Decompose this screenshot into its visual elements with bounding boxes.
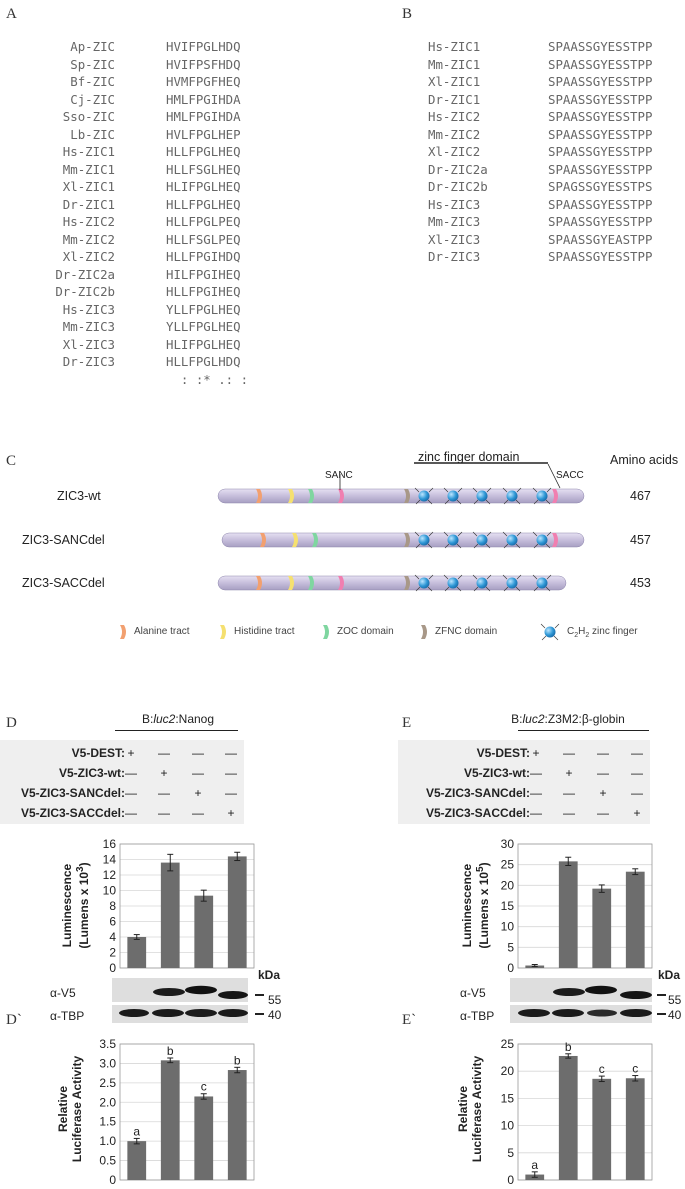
alignment-b-sequence: SPAASSGYESSTPP — [548, 196, 653, 212]
y-tick-label: 16 — [102, 838, 116, 851]
alignment-a-sequence: HVIFPSFHDQ — [166, 56, 241, 72]
treatment-sign: + — [127, 746, 135, 760]
significance-letter: b — [233, 1053, 241, 1068]
alignment-a-species-name: Mm-ZIC3 — [62, 319, 115, 334]
reporter-e-bar — [518, 730, 649, 731]
alignment-a-sequence: HILFPGIHEQ — [166, 266, 241, 282]
alignment-b-sequence: SPAASSGYESSTPP — [548, 249, 653, 264]
treatment-label: V5-ZIC3-SANCdel: — [20, 786, 125, 800]
alignment-a-sequence: HLLFPGLHDQ — [166, 354, 241, 369]
chart-d-prime — [80, 1038, 260, 1184]
alignment-b-row — [428, 91, 652, 108]
alignment-a-species-name: Hs-ZIC3 — [62, 301, 115, 317]
treatment-sign: + — [633, 806, 641, 820]
aa-count-wt: 467 — [630, 489, 651, 503]
alignment-a-row — [25, 318, 241, 335]
alignment-b-row — [428, 231, 652, 248]
treatment-label: V5-ZIC3-SACCdel: — [20, 806, 125, 820]
panel-label-e: E — [402, 715, 412, 731]
alignment-b-row — [428, 213, 652, 230]
treatment-sign: + — [227, 806, 235, 820]
alignment-b-sequence: SPAASSGYEASTPP — [548, 231, 653, 247]
panel-label-d-prime: D` — [6, 1012, 22, 1028]
alignment-consensus: : :* .: : — [166, 371, 249, 387]
treatment-sign: + — [160, 766, 168, 780]
legend-zoc: ZOC domain — [337, 626, 394, 637]
alignment-b-sequence: SPAASSGYESSTPP — [548, 126, 653, 142]
alignment-b-species-name: Dr-ZIC1 — [428, 91, 481, 107]
reporter-d-label: B:luc2:Nanog — [141, 712, 215, 726]
alignment-a-row — [25, 161, 241, 178]
alignment-b-species-name: Dr-ZIC3 — [428, 249, 481, 264]
y-tick-label: 20 — [500, 1064, 514, 1079]
alignment-b-species-name: Hs-ZIC3 — [428, 196, 481, 212]
treatment-sign: — — [530, 806, 542, 820]
alignment-b-row — [428, 248, 652, 265]
blot-d — [112, 978, 272, 1028]
construct-name-sancdel: ZIC3-SANCdel — [22, 533, 105, 547]
alignment-a-row — [25, 143, 241, 160]
amino-acids-header: Amino acids — [610, 453, 679, 467]
zinc-finger-domain-label: zinc finger domain — [418, 450, 520, 464]
alignment-b-row — [428, 161, 652, 178]
alignment-a-sequence: HLLFPGLHEQ — [166, 196, 241, 212]
alignment-a-species-name: Dr-ZIC2a — [55, 266, 115, 282]
bar — [161, 1060, 180, 1180]
y-tick-label: 25 — [500, 857, 514, 872]
chart-e-prime-ylabel: Relative Luciferase Activity — [456, 1055, 484, 1163]
bar — [194, 1096, 213, 1180]
y-tick-label: 20 — [500, 878, 514, 893]
panel-label-c: C — [6, 453, 17, 469]
y-tick-label: 2 — [109, 945, 116, 960]
construct-name-wt: ZIC3-wt — [57, 489, 101, 503]
alignment-a-row — [25, 266, 241, 283]
alignment-b-species-name: Xl-ZIC1 — [428, 74, 481, 89]
blot-d-marker-55: 55 — [268, 993, 282, 1007]
chart-d-prime-ylabel: Relative Luciferase Activity — [56, 1055, 84, 1163]
alignment-a-sequence: HMLFPGIHDA — [166, 109, 241, 124]
construct-bar-zic3-saccdel — [218, 575, 566, 591]
treatment-sign: — — [530, 766, 542, 780]
treatment-sign: — — [125, 786, 137, 800]
legend-zfnc: ZFNC domain — [435, 626, 498, 637]
treatment-sign: — — [563, 806, 575, 820]
alignment-a-row — [25, 248, 241, 265]
alignment-a-row — [25, 231, 241, 248]
alignment-a-row — [25, 38, 241, 55]
alignment-a-row — [25, 56, 241, 73]
alignment-a-row — [25, 336, 241, 353]
treatment-sign: — — [192, 806, 204, 820]
legend-alanine: Alanine tract — [134, 626, 190, 637]
bar — [161, 863, 180, 968]
significance-letter: a — [531, 1157, 539, 1172]
alignment-a-species-name: Sso-ZIC — [62, 109, 115, 124]
alignment-b-sequence: SPAASSGYESSTPP — [548, 56, 653, 72]
treatment-sign: — — [158, 746, 170, 760]
panel-label-e-prime: E` — [402, 1012, 417, 1028]
treatment-label: V5-ZIC3-SANCdel: — [425, 786, 530, 800]
alignment-b-row — [428, 143, 652, 160]
alignment-a-sequence: HLLFSGLPEQ — [166, 231, 241, 247]
blot-e-tbp-label: α-TBP — [460, 1009, 495, 1023]
treatment-sign: — — [158, 786, 170, 800]
y-tick-label: 1.0 — [99, 1134, 116, 1149]
treatment-label: V5-ZIC3-SACCdel: — [425, 806, 530, 820]
treatment-sign: — — [192, 746, 204, 760]
alignment-b-row — [428, 126, 652, 143]
alignment-a-species-name: Mm-ZIC1 — [62, 161, 115, 177]
treatment-sign: + — [565, 766, 573, 780]
alignment-b-sequence: SPAGSSGYESSTPS — [548, 179, 653, 194]
y-tick-label: 10 — [102, 883, 116, 898]
bar — [127, 937, 146, 968]
reporter-e-label: B:luc2:Z3M2:β-globin — [511, 712, 625, 726]
alignment-a-sequence: YLLFPGLHEQ — [166, 319, 241, 334]
legend-zfnc-swatch — [421, 625, 427, 639]
treatment-sign: — — [597, 746, 609, 760]
treatment-sign: — — [158, 806, 170, 820]
bar — [592, 1079, 611, 1180]
alignment-a-species-name: Bf-ZIC — [70, 74, 115, 89]
alignment-a-row — [25, 353, 241, 370]
alignment-a-species-name: Sp-ZIC — [70, 56, 115, 72]
alignment-a-sequence: HVIFPGLHDQ — [166, 39, 241, 54]
alignment-b-row — [428, 38, 652, 55]
alignment-a-species-name: Cj-ZIC — [70, 91, 115, 107]
alignment-b-row — [428, 56, 652, 73]
bar — [559, 1056, 578, 1180]
blot-d-kda: kDa — [258, 968, 281, 982]
alignment-a-species-name: Mm-ZIC2 — [62, 231, 115, 247]
alignment-a-row — [25, 178, 241, 195]
y-tick-label: 25 — [500, 1038, 514, 1051]
alignment-a-row — [25, 301, 241, 318]
alignment-b-sequence: SPAASSGYESSTPP — [548, 91, 653, 107]
alignment-b-species-name: Dr-ZIC2b — [428, 179, 488, 194]
zinc-finger-icon — [541, 624, 559, 640]
alignment-a-row — [25, 91, 241, 108]
alignment-b-sequence: SPAASSGYESSTPP — [548, 144, 653, 159]
blot-d-v5-label: α-V5 — [50, 986, 76, 1000]
y-tick-label: 0 — [507, 1173, 514, 1184]
alignment-a-row — [25, 126, 241, 143]
panel-label-b: B — [402, 6, 413, 22]
alignment-a-species-name: Dr-ZIC2b — [55, 284, 115, 299]
treatment-sign: — — [597, 766, 609, 780]
bar — [559, 861, 578, 968]
blot-d-marker-40: 40 — [268, 1008, 282, 1022]
y-tick-label: 0 — [507, 961, 514, 973]
alignment-b-species-name: Xl-ZIC2 — [428, 144, 481, 159]
bar — [228, 1070, 247, 1180]
treatment-sign: — — [597, 806, 609, 820]
alignment-a-species-name: Dr-ZIC3 — [62, 354, 115, 369]
alignment-b-species-name: Hs-ZIC2 — [428, 109, 481, 124]
construct-name-saccdel: ZIC3-SACCdel — [22, 576, 105, 590]
alignment-a-sequence: HLLFPGLPEQ — [166, 214, 241, 229]
blot-e — [510, 978, 672, 1028]
bar — [592, 889, 611, 968]
treatment-sign: + — [194, 786, 202, 800]
sanc-label: SANC — [325, 470, 353, 481]
y-tick-label: 5 — [507, 1145, 514, 1160]
y-tick-label: 0.5 — [99, 1153, 116, 1168]
bar — [626, 1078, 645, 1180]
treatment-sign: — — [631, 786, 643, 800]
significance-letter: c — [200, 1079, 207, 1094]
treatment-label: V5-DEST: — [71, 746, 125, 760]
y-tick-label: 3.5 — [99, 1038, 116, 1051]
y-tick-label: 2.5 — [99, 1075, 116, 1090]
alignment-a-sequence: HLLFPGIHEQ — [166, 284, 241, 299]
alignment-b-species-name: Mm-ZIC2 — [428, 126, 481, 142]
alignment-a-sequence: HMLFPGIHDA — [166, 91, 241, 107]
alignment-a-sequence: HLLFSGLHEQ — [166, 161, 241, 177]
bar — [228, 856, 247, 968]
alignment-a-sequence: HLLFPGIHDQ — [166, 249, 241, 264]
alignment-b-species-name: Mm-ZIC1 — [428, 56, 481, 72]
treatment-label: V5-DEST: — [476, 746, 530, 760]
alignment-a-row — [25, 213, 241, 230]
blot-e-marker-40: 40 — [668, 1008, 682, 1022]
construct-bar-zic3-sancdel — [222, 532, 584, 548]
alignment-b-species-name: Mm-ZIC3 — [428, 214, 481, 229]
alignment-a-sequence: YLLFPGLHEQ — [166, 301, 241, 317]
y-tick-label: 14 — [102, 852, 116, 867]
y-tick-label: 15 — [500, 1091, 514, 1106]
chart-e-prime — [478, 1038, 658, 1184]
bar — [194, 896, 213, 968]
construct-bar-zic3-wt — [218, 488, 584, 504]
treatment-sign: — — [225, 766, 237, 780]
chart-e-ylabel: Luminescence (Lumens x $10^5$) — [460, 862, 491, 949]
alignment-b-sequence: SPAASSGYESSTPP — [548, 109, 653, 124]
alignment-a-sequence: HLIFPGLHEQ — [166, 179, 241, 194]
legend-zoc-swatch — [323, 625, 329, 639]
y-tick-label: 0 — [109, 961, 116, 973]
alignment-b-species-name: Hs-ZIC1 — [428, 39, 481, 54]
panel-label-d: D — [6, 715, 17, 731]
y-tick-label: 5 — [507, 940, 514, 955]
alignment-b-sequence: SPAASSGYESSTPP — [548, 161, 653, 177]
bar — [626, 872, 645, 968]
alignment-b-sequence: SPAASSGYESSTPP — [548, 39, 653, 54]
blot-e-kda: kDa — [658, 968, 681, 982]
chart-d — [80, 838, 260, 973]
alignment-a-sequence: HLIFPGLHEQ — [166, 336, 241, 352]
alignment-b-species-name: Xl-ZIC3 — [428, 231, 481, 247]
reporter-d-bar — [115, 730, 238, 731]
alignment-a-row — [25, 283, 241, 300]
alignment-a-row — [25, 196, 241, 213]
alignment-a-species-name: Hs-ZIC2 — [62, 214, 115, 229]
alignment-a-row — [25, 108, 241, 125]
y-tick-label: 30 — [500, 838, 514, 851]
treatment-sign: — — [563, 786, 575, 800]
y-tick-label: 1.5 — [99, 1114, 116, 1129]
legend-histidine-swatch — [220, 625, 226, 639]
blot-e-v5-label: α-V5 — [460, 986, 486, 1000]
alignment-a-row — [25, 73, 241, 90]
alignment-a-species-name: Lb-ZIC — [70, 126, 115, 142]
alignment-a-species-name: Ap-ZIC — [70, 39, 115, 54]
y-tick-label: 3.0 — [99, 1056, 116, 1071]
y-tick-label: 12 — [102, 868, 116, 882]
legend-histidine: Histidine tract — [234, 626, 295, 637]
y-tick-label: 15 — [500, 899, 514, 913]
treatment-sign: + — [599, 786, 607, 800]
treatment-sign: — — [192, 766, 204, 780]
y-tick-label: 0 — [109, 1173, 116, 1184]
alignment-a-sequence: HLLFPGLHEQ — [166, 144, 241, 159]
treatment-sign: — — [125, 806, 137, 820]
aa-count-sancdel: 457 — [630, 533, 651, 547]
alignment-a-species-name: Xl-ZIC3 — [62, 336, 115, 352]
sacc-label: SACC — [556, 470, 584, 481]
blot-e-marker-55: 55 — [668, 993, 682, 1007]
alignment-a-species-name: Xl-ZIC1 — [62, 179, 115, 194]
alignment-a-species-name: Xl-ZIC2 — [62, 249, 115, 264]
y-tick-label: 4 — [109, 930, 116, 944]
significance-letter: b — [166, 1043, 174, 1058]
alignment-b-row — [428, 196, 652, 213]
legend-alanine-swatch — [120, 625, 126, 639]
treatment-sign: — — [631, 766, 643, 780]
chart-d-ylabel: Luminescence (Lumens x $10^3$) — [60, 862, 91, 949]
treatment-sign: — — [125, 766, 137, 780]
alignment-b-sequence: SPAASSGYESSTPP — [548, 74, 653, 89]
alignment-a-sequence: HVMFPGFHEQ — [166, 74, 241, 89]
y-tick-label: 10 — [500, 1118, 514, 1133]
treatment-sign: — — [631, 746, 643, 760]
treatment-sign: — — [563, 746, 575, 760]
panel-label-a: A — [6, 6, 17, 22]
treatment-sign: — — [225, 786, 237, 800]
significance-letter: c — [598, 1062, 605, 1077]
treatment-sign: — — [225, 746, 237, 760]
treatment-sign: + — [532, 746, 540, 760]
y-tick-label: 8 — [109, 899, 116, 913]
y-tick-label: 10 — [500, 919, 514, 934]
chart-e — [478, 838, 658, 973]
alignment-b-row — [428, 73, 652, 90]
alignment-b-row — [428, 178, 652, 195]
alignment-b-species-name: Dr-ZIC2a — [428, 161, 488, 177]
treatment-label: V5-ZIC3-wt: — [464, 766, 530, 780]
significance-letter: b — [564, 1039, 572, 1054]
significance-letter: a — [133, 1124, 141, 1139]
alignment-a-species-name: Hs-ZIC1 — [62, 144, 115, 159]
alignment-b-sequence: SPAASSGYESSTPP — [548, 214, 653, 229]
alignment-a-sequence: HVLFPGLHEP — [166, 126, 241, 142]
y-tick-label: 6 — [109, 914, 116, 929]
treatment-label: V5-ZIC3-wt: — [59, 766, 125, 780]
alignment-a-species-name: Dr-ZIC1 — [62, 196, 115, 212]
alignment-b-row — [428, 108, 652, 125]
treatment-sign: — — [530, 786, 542, 800]
blot-d-tbp-label: α-TBP — [50, 1009, 85, 1023]
aa-count-saccdel: 453 — [630, 576, 651, 590]
significance-letter: c — [632, 1061, 639, 1076]
legend-zinc-finger: $C_2H_2$ zinc finger — [567, 626, 638, 639]
bar — [127, 1141, 146, 1180]
y-tick-label: 2.0 — [99, 1095, 116, 1110]
